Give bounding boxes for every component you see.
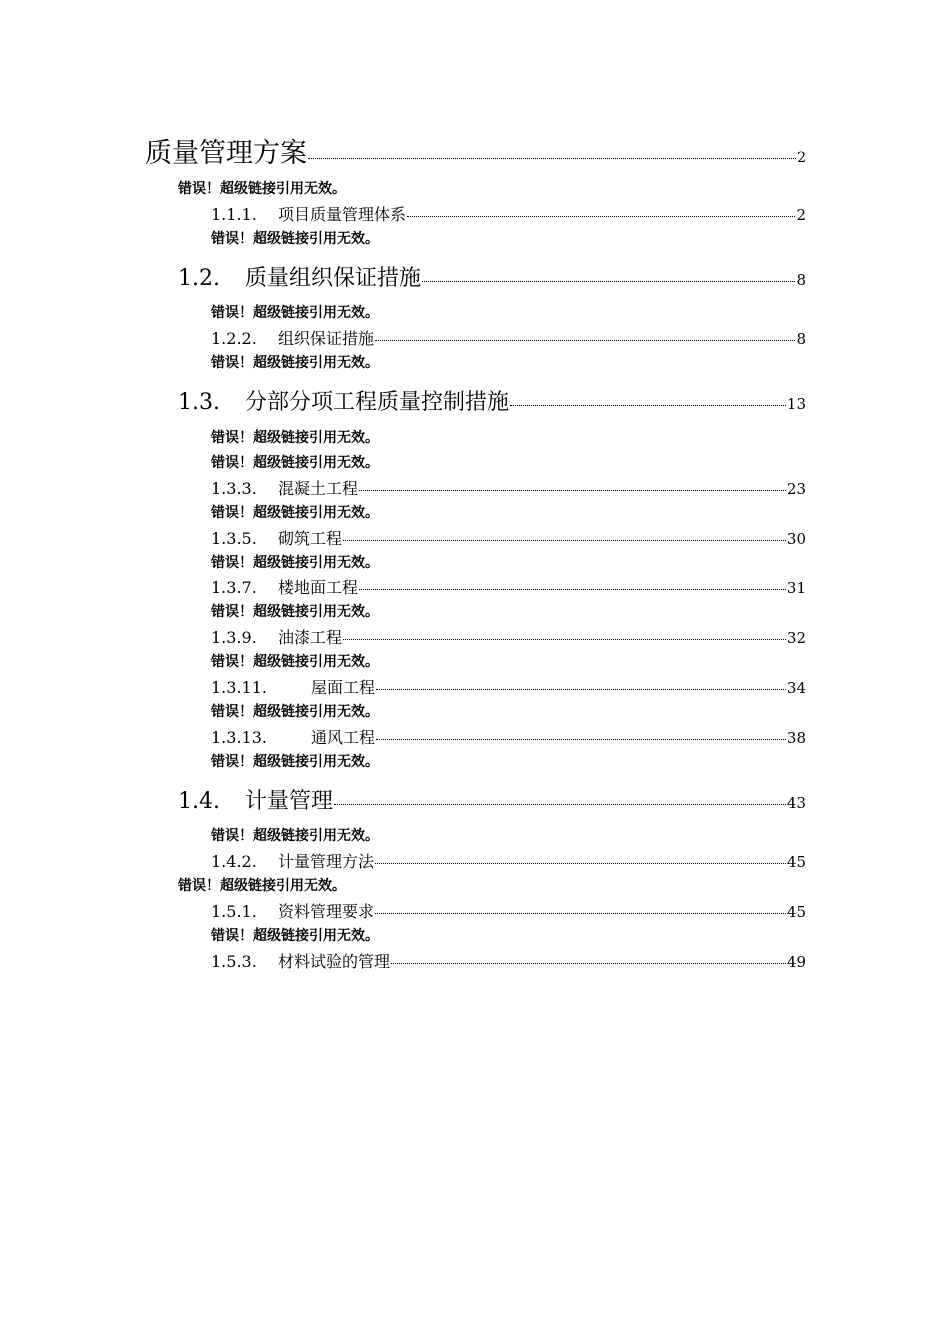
toc-entry-title: 资料管理要求: [278, 902, 375, 921]
toc-page-number: 8: [796, 330, 806, 348]
toc-entry-title: 组织保证措施: [278, 329, 375, 348]
toc-entry-number: 1.3.9.: [211, 628, 257, 647]
toc-error-message: 错误！超级链接引用无效。: [211, 928, 379, 944]
toc-entry[interactable]: [211, 899, 806, 922]
toc-page-number: 45: [786, 903, 806, 921]
toc-error-message: 错误！超级链接引用无效。: [211, 604, 379, 620]
toc-entry[interactable]: [178, 385, 806, 416]
toc-page-number: 49: [786, 953, 806, 971]
toc-error-message: 错误！超级链接引用无效。: [211, 555, 379, 571]
toc-entry[interactable]: [211, 725, 806, 748]
toc-entry-title: 项目质量管理体系: [278, 205, 407, 224]
toc-entry[interactable]: [211, 949, 806, 972]
toc-page-number: 45: [786, 853, 806, 871]
toc-entry[interactable]: [211, 326, 806, 349]
toc-error-message: 错误！超级链接引用无效。: [211, 704, 379, 720]
toc-leader-dots: [343, 639, 786, 640]
toc-entry-title: 计量管理方法: [278, 852, 375, 871]
toc-entry[interactable]: [211, 202, 806, 225]
toc-entry-title: 质量组织保证措施: [245, 266, 422, 291]
toc-page-number: 32: [786, 629, 806, 647]
toc-page-number: 8: [796, 271, 806, 289]
toc-entry-number: 1.3.: [178, 390, 220, 415]
toc-entry-number: 1.2.2.: [211, 329, 257, 348]
toc-leader-dots: [391, 963, 786, 964]
toc-entry[interactable]: [211, 675, 806, 698]
toc-error-message: 错误！超级链接引用无效。: [211, 455, 379, 471]
toc-entry-title: 楼地面工程: [278, 578, 359, 597]
toc-leader-dots: [376, 689, 786, 690]
toc-leader-dots: [334, 804, 786, 805]
toc-leader-dots: [359, 490, 786, 491]
toc-entry[interactable]: [178, 784, 806, 815]
toc-page-number: 13: [786, 395, 806, 413]
toc-entry-title: 油漆工程: [278, 628, 343, 647]
toc-entry-number: 1.3.5.: [211, 529, 257, 548]
toc-title-line[interactable]: [145, 131, 806, 170]
toc-leader-dots: [375, 913, 786, 914]
toc-entry-number: 1.3.13.: [211, 728, 267, 747]
toc-error-message: 错误！超级链接引用无效。: [211, 754, 379, 770]
toc-entry-number: 1.4.: [178, 789, 220, 814]
toc-error-message: 错误！超级链接引用无效。: [178, 181, 346, 197]
toc-entry-title: 屋面工程: [311, 678, 376, 697]
toc-page-number: 38: [786, 729, 806, 747]
toc-page-number: 2: [797, 150, 806, 166]
toc-entry-number: 1.3.11.: [211, 678, 267, 697]
toc-entry-title: 计量管理: [245, 789, 334, 814]
toc-leader-dots: [343, 540, 786, 541]
toc-entry-number: 1.1.1.: [211, 205, 257, 224]
toc-page-number: 30: [786, 530, 806, 548]
toc-error-message: 错误！超级链接引用无效。: [211, 430, 379, 446]
toc-entry[interactable]: [178, 261, 806, 292]
toc-entry-number: 1.5.1.: [211, 902, 257, 921]
toc-error-message: 错误！超级链接引用无效。: [178, 878, 346, 894]
toc-error-message: 错误！超级链接引用无效。: [211, 305, 379, 321]
toc-entry-title: 通风工程: [311, 728, 376, 747]
toc-entry-title: 砌筑工程: [278, 529, 343, 548]
toc-page-number: 23: [786, 480, 806, 498]
toc-entry[interactable]: [211, 575, 806, 598]
toc-entry-number: 1.5.3.: [211, 952, 257, 971]
toc-leader-dots: [510, 405, 786, 406]
toc-error-message: 错误！超级链接引用无效。: [211, 828, 379, 844]
toc-error-message: 错误！超级链接引用无效。: [211, 231, 379, 247]
toc-error-message: 错误！超级链接引用无效。: [211, 505, 379, 521]
toc-leader-dots: [359, 589, 786, 590]
toc-entry-number: 1.3.3.: [211, 479, 257, 498]
toc-leader-dots: [422, 281, 795, 282]
toc-entry-number: 1.3.7.: [211, 578, 257, 597]
toc-leader-dots: [308, 158, 796, 159]
toc-page-number: 2: [796, 206, 806, 224]
toc-entry[interactable]: [211, 849, 806, 872]
toc-entry-title: 材料试验的管理: [278, 952, 391, 971]
toc-title: 质量管理方案: [145, 138, 307, 169]
toc-page-number: 34: [786, 679, 806, 697]
toc-error-message: 错误！超级链接引用无效。: [211, 355, 379, 371]
toc-page-number: 31: [786, 579, 806, 597]
toc-entry-title: 混凝土工程: [278, 479, 359, 498]
toc-leader-dots: [407, 216, 795, 217]
toc-leader-dots: [375, 340, 795, 341]
toc-entry[interactable]: [211, 625, 806, 648]
toc-leader-dots: [375, 863, 786, 864]
toc-entry[interactable]: [211, 476, 806, 499]
toc-entry-title: 分部分项工程质量控制措施: [245, 390, 510, 415]
toc-entry-number: 1.4.2.: [211, 852, 257, 871]
toc-leader-dots: [376, 739, 786, 740]
toc-page-number: 43: [786, 794, 806, 812]
toc-entry[interactable]: [211, 526, 806, 549]
toc-error-message: 错误！超级链接引用无效。: [211, 654, 379, 670]
toc-entry-number: 1.2.: [178, 266, 220, 291]
